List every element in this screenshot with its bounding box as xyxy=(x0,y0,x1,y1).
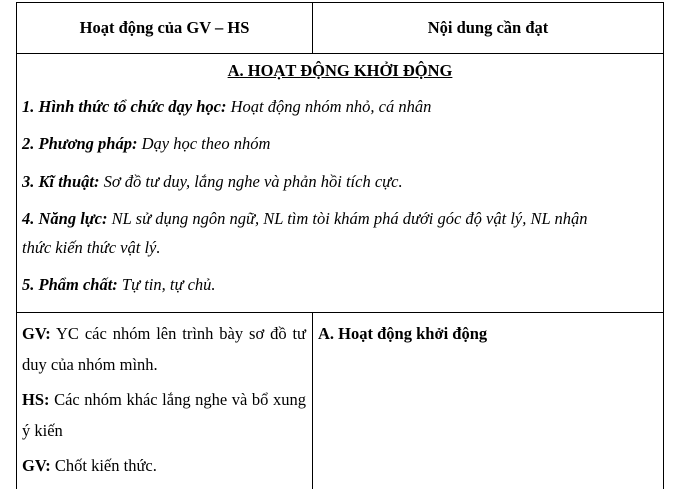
item-label: 4. Năng lực: xyxy=(22,209,108,228)
item-quality xyxy=(22,275,662,295)
activity-text: Chốt kiến thức. xyxy=(50,456,157,475)
item-text: Hoạt động nhóm nhỏ, cá nhân xyxy=(226,97,432,116)
item-method xyxy=(22,134,662,154)
item-text: Dạy học theo nhóm xyxy=(137,134,271,153)
activity-paragraph xyxy=(22,384,306,446)
item-label: 3. Kĩ thuật: xyxy=(22,172,100,191)
item-text: Tự tin, tự chủ. xyxy=(117,275,216,294)
item-organization-form xyxy=(22,97,662,117)
activity-paragraph xyxy=(22,318,306,380)
content-cell: A. Hoạt động khởi động xyxy=(318,324,488,343)
actor-label: GV: xyxy=(22,456,51,475)
activity-text: Các nhóm khác lắng nghe và bổ xung ý kiến xyxy=(22,390,306,440)
item-label: 5. Phẩm chất: xyxy=(22,275,118,294)
activity-paragraph xyxy=(22,450,306,481)
row-divider xyxy=(16,312,664,313)
item-competence xyxy=(22,209,662,229)
row-divider xyxy=(16,53,664,54)
activity-cell xyxy=(22,318,306,481)
actor-label: GV: xyxy=(22,324,51,343)
header-teacher-student-activity: Hoạt động của GV – HS xyxy=(79,17,250,37)
item-text: Sơ đồ tư duy, lắng nghe và phản hồi tích cực. xyxy=(99,172,403,191)
header-content-to-achieve: Nội dung cần đạt xyxy=(427,17,549,37)
column-divider xyxy=(312,312,313,489)
activity-text: YC các nhóm lên trình bày sơ đồ tư duy của nhóm mình. xyxy=(22,324,306,374)
item-technique xyxy=(22,172,662,192)
item-label: 2. Phương pháp: xyxy=(22,134,138,153)
item-label: 1. Hình thức tổ chức dạy học: xyxy=(22,97,227,116)
section-title: A. HOẠT ĐỘNG KHỞI ĐỘNG xyxy=(227,61,453,80)
actor-label: HS: xyxy=(22,390,50,409)
item-text: NL sử dụng ngôn ngữ, NL tìm tòi khám phá dưới góc độ vật lý, NL nhận xyxy=(107,209,588,228)
item-competence-continued: thức kiến thức vật lý. xyxy=(22,238,161,257)
